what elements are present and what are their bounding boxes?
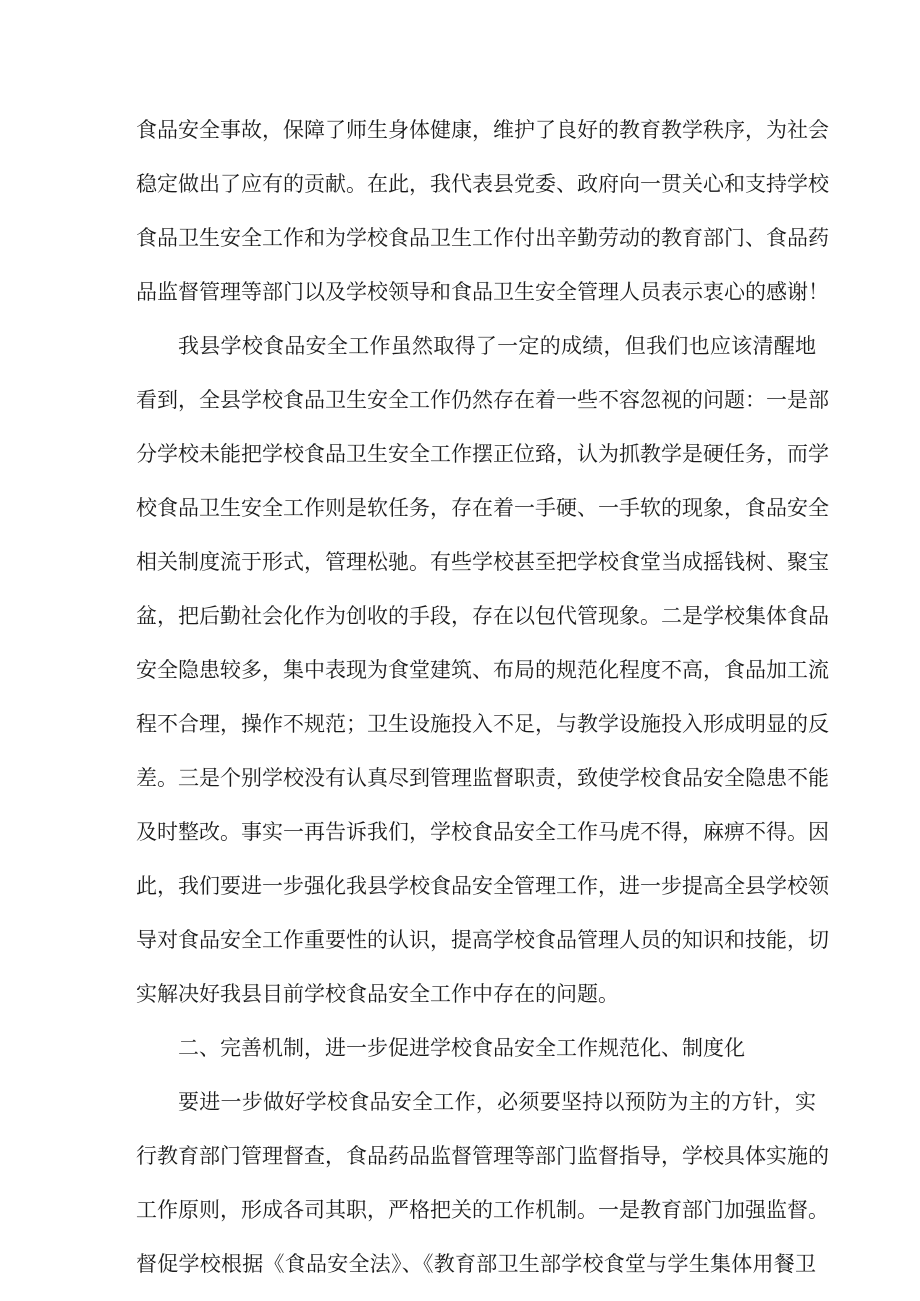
text-line: 食品卫生安全工作和为学校食品卫生工作付出辛勤劳动的教育部门、食品药	[136, 226, 829, 250]
text-line: 食品安全事故，保障了师生身体健康，维护了良好的教育教学秩序，为社会	[136, 118, 829, 142]
text-line: 校食品卫生安全工作则是软任务，存在着一手硬、一手软的现象，食品安全	[136, 496, 829, 520]
text-line: 相关制度流于形式，管理松驰。有些学校甚至把学校食堂当成摇钱树、聚宝	[136, 550, 829, 574]
text-line: 看到，全县学校食品卫生安全工作仍然存在着一些不容忽视的问题：一是部	[136, 388, 829, 412]
text-line: 导对食品安全工作重要性的认识，提高学校食品管理人员的知识和技能，切	[136, 928, 829, 952]
paragraph-first-line: 我县学校食品安全工作虽然取得了一定的成绩，但我们也应该清醒地	[178, 334, 816, 358]
paragraph-first-line: 要进一步做好学校食品安全工作，必须要坚持以预防为主的方针，实	[178, 1090, 816, 1114]
text-line: 工作原则，形成各司其职，严格把关的工作机制。一是教育部门加强监督。	[136, 1198, 829, 1222]
text-line: 差。三是个别学校没有认真尽到管理监督职责，致使学校食品安全隐患不能	[136, 766, 829, 790]
text-line: 稳定做出了应有的贡献。在此，我代表县党委、政府向一贯关心和支持学校	[136, 172, 829, 196]
section-heading: 二、完善机制，进一步促进学校食品安全工作规范化、制度化	[178, 1036, 745, 1060]
text-line: 此，我们要进一步强化我县学校食品安全管理工作，进一步提高全县学校领	[136, 874, 829, 898]
text-line: 盆，把后勤社会化作为创收的手段，存在以包代管现象。二是学校集体食品	[136, 604, 829, 628]
text-line: 分学校未能把学校食品卫生安全工作摆正位臵，认为抓教学是硬任务，而学	[136, 442, 829, 466]
text-line: 督促学校根据《食品安全法》、《教育部卫生部学校食堂与学生集体用餐卫	[136, 1252, 816, 1276]
text-line: 品监督管理等部门以及学校领导和食品卫生安全管理人员表示衷心的感谢！	[136, 280, 829, 304]
text-line: 安全隐患较多，集中表现为食堂建筑、布局的规范化程度不高，食品加工流	[136, 658, 829, 682]
text-line: 行教育部门管理督查，食品药品监督管理等部门监督指导，学校具体实施的	[136, 1144, 829, 1168]
text-line: 程不合理，操作不规范；卫生设施投入不足，与教学设施投入形成明显的反	[136, 712, 829, 736]
text-line: 及时整改。事实一再告诉我们，学校食品安全工作马虎不得，麻痹不得。因	[136, 820, 829, 844]
text-line: 实解决好我县目前学校食品安全工作中存在的问题。	[136, 982, 619, 1006]
